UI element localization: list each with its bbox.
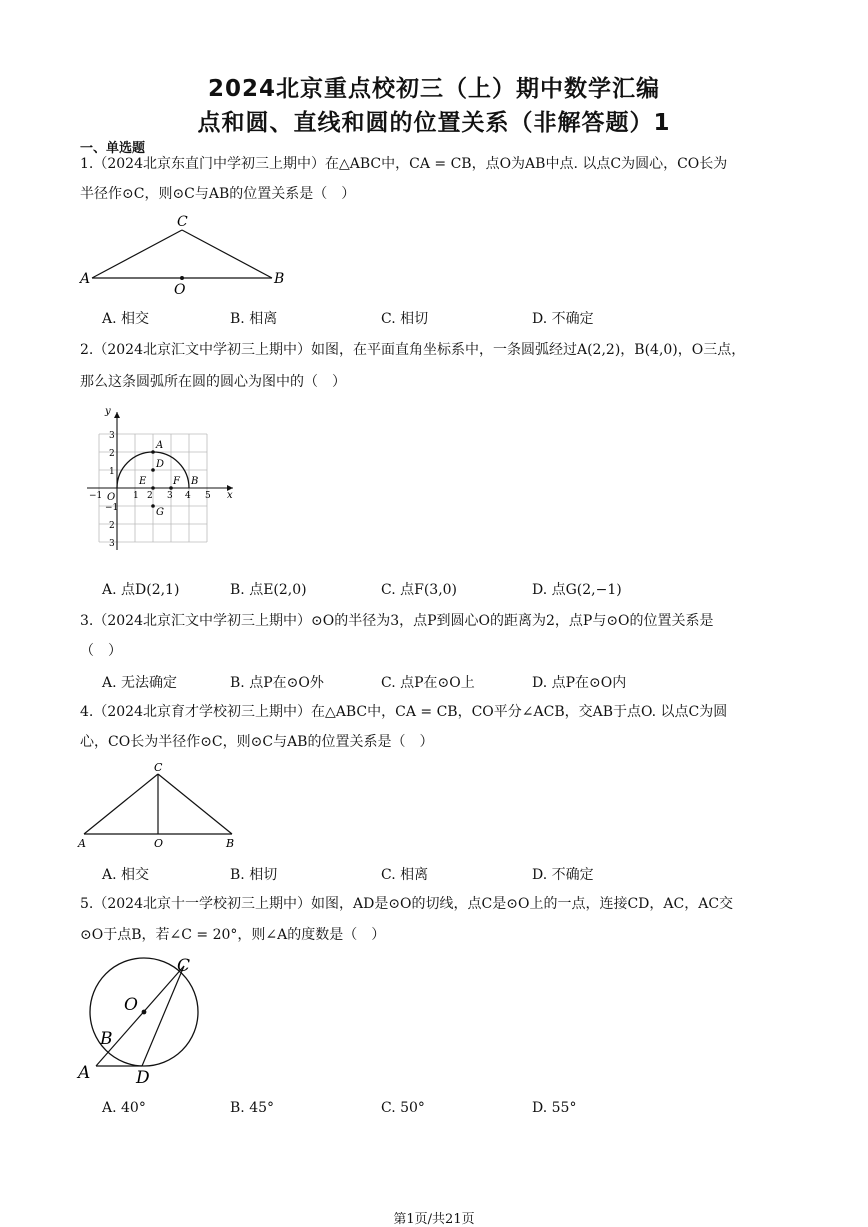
q2-ytick-neg3: 3: [109, 539, 115, 549]
q4-option-b[interactable]: B. 相切: [230, 867, 278, 883]
q2-point-d: [151, 468, 155, 472]
q2-label-d: D: [156, 459, 165, 470]
q4-side-cb: [158, 774, 232, 834]
question-4-text-line2: 心，CO长为半径作⊙C，则⊙C与AB的位置关系是（ ）: [80, 734, 434, 750]
q2-xtick-5: 5: [205, 491, 211, 501]
q1-label-b: B: [274, 271, 285, 287]
page-subtitle: 点和圆、直线和圆的位置关系（非解答题）1: [197, 110, 671, 136]
q3-option-b[interactable]: B. 点P在⊙O外: [230, 675, 324, 691]
q2-point-e: [151, 486, 155, 490]
q5-line-ac: [96, 966, 184, 1066]
question-3-text-line1: 3.（2024北京汇文中学初三上期中）⊙O的半径为3，点P到圆心O的距离为2，点P与⊙O的位置关系是: [80, 613, 714, 629]
q2-ytick-2: 2: [109, 449, 115, 459]
question-2-text-line1: 2.（2024北京汇文中学初三上期中）如图，在平面直角坐标系中，一条圆弧经过A(2,2)，B(4,0)，O三点，: [80, 342, 746, 358]
q2-option-a[interactable]: A. 点D(2,1): [102, 582, 180, 598]
q4-label-o: O: [154, 837, 164, 850]
q1-option-b[interactable]: B. 相离: [230, 311, 278, 327]
q2-point-g: [151, 504, 155, 508]
q1-label-a: A: [80, 271, 91, 287]
question-1-figure: [78, 210, 298, 300]
q2-option-c[interactable]: C. 点F(3,0): [381, 582, 458, 598]
q1-side-cb: [182, 230, 272, 278]
q5-chord-cd: [142, 966, 184, 1066]
q2-ytick-neg1: −1: [105, 503, 119, 513]
question-4-text-line1: 4.（2024北京育才学校初三上期中）在△ABC中，CA = CB，CO平分∠ACB，交AB于点O. 以点C为圆: [80, 704, 728, 720]
question-5-figure: [74, 952, 214, 1092]
q5-label-d: D: [136, 1068, 150, 1088]
q2-ytick-neg2: 2: [109, 521, 115, 531]
q4-side-ac: [84, 774, 158, 834]
q1-option-c[interactable]: C. 相切: [381, 311, 429, 327]
q4-option-d[interactable]: D. 不确定: [532, 867, 594, 883]
q2-xtick-4: 4: [185, 491, 191, 501]
q5-option-a[interactable]: A. 40°: [102, 1100, 146, 1116]
q2-label-g: G: [156, 507, 164, 518]
q2-y-arrow: [114, 412, 120, 418]
q2-label-x: x: [227, 490, 233, 501]
page-title: 2024北京重点校初三（上）期中数学汇编: [207, 76, 660, 102]
q5-label-c: C: [177, 956, 191, 976]
q2-xtick-neg1: −1: [89, 491, 103, 501]
q2-label-e: E: [139, 476, 147, 487]
question-5-text-line1: 5.（2024北京十一学校初三上期中）如图，AD是⊙O的切线，点C是⊙O上的一点，连接CD，AC，AC交: [80, 896, 734, 912]
q3-option-a[interactable]: A. 无法确定: [102, 675, 178, 691]
q4-option-a[interactable]: A. 相交: [102, 867, 150, 883]
q2-xtick-1: 1: [133, 491, 139, 501]
q2-label-f: F: [173, 476, 180, 487]
q4-option-c[interactable]: C. 相离: [381, 867, 429, 883]
section-heading: 一、单选题: [80, 141, 146, 156]
q5-label-b: B: [100, 1029, 113, 1049]
question-3-text-line2: （ ）: [80, 643, 122, 659]
question-4-figure: [74, 758, 254, 854]
q2-label-o: O: [107, 492, 116, 503]
q5-option-b[interactable]: B. 45°: [230, 1100, 275, 1116]
page-number: 第1页/共21页: [393, 1212, 475, 1227]
q5-option-c[interactable]: C. 50°: [381, 1100, 425, 1116]
question-2-text-line2: 那么这条圆弧所在圆的圆心为图中的（ ）: [80, 374, 346, 390]
q3-option-d[interactable]: D. 点P在⊙O内: [532, 675, 627, 691]
q3-option-c[interactable]: C. 点P在⊙O上: [381, 675, 475, 691]
q2-point-a: [151, 450, 155, 454]
q2-label-y: y: [105, 406, 111, 417]
q1-option-a[interactable]: A. 相交: [102, 311, 150, 327]
q2-ytick-1: 1: [109, 467, 115, 477]
question-1-text-line1: 1.（2024北京东直门中学初三上期中）在△ABC中，CA = CB，点O为AB中点. 以点C为圆心，CO长为: [80, 156, 728, 172]
q1-label-c: C: [177, 214, 188, 230]
q2-option-b[interactable]: B. 点E(2,0): [230, 582, 307, 598]
q1-option-d[interactable]: D. 不确定: [532, 311, 594, 327]
q1-point-o: [180, 276, 184, 280]
q2-xtick-3: 3: [167, 491, 173, 501]
q2-xtick-2: 2: [147, 491, 153, 501]
q4-label-a: A: [78, 837, 86, 850]
question-5-text-line2: ⊙O于点B，若∠C = 20°，则∠A的度数是（ ）: [80, 927, 386, 943]
q1-label-o: O: [174, 282, 186, 298]
question-2-figure: [85, 400, 245, 560]
q2-label-b: B: [191, 476, 199, 487]
q5-label-a: A: [78, 1063, 91, 1083]
q1-side-ac: [92, 230, 182, 278]
q2-option-d[interactable]: D. 点G(2,−1): [532, 582, 622, 598]
q2-ytick-3: 3: [109, 431, 115, 441]
q5-label-o: O: [124, 995, 138, 1015]
q2-label-a: A: [156, 440, 164, 451]
q4-label-c: C: [154, 761, 163, 774]
q5-option-d[interactable]: D. 55°: [532, 1100, 577, 1116]
question-1-text-line2: 半径作⊙C，则⊙C与AB的位置关系是（ ）: [80, 186, 356, 202]
q4-label-b: B: [226, 837, 235, 850]
